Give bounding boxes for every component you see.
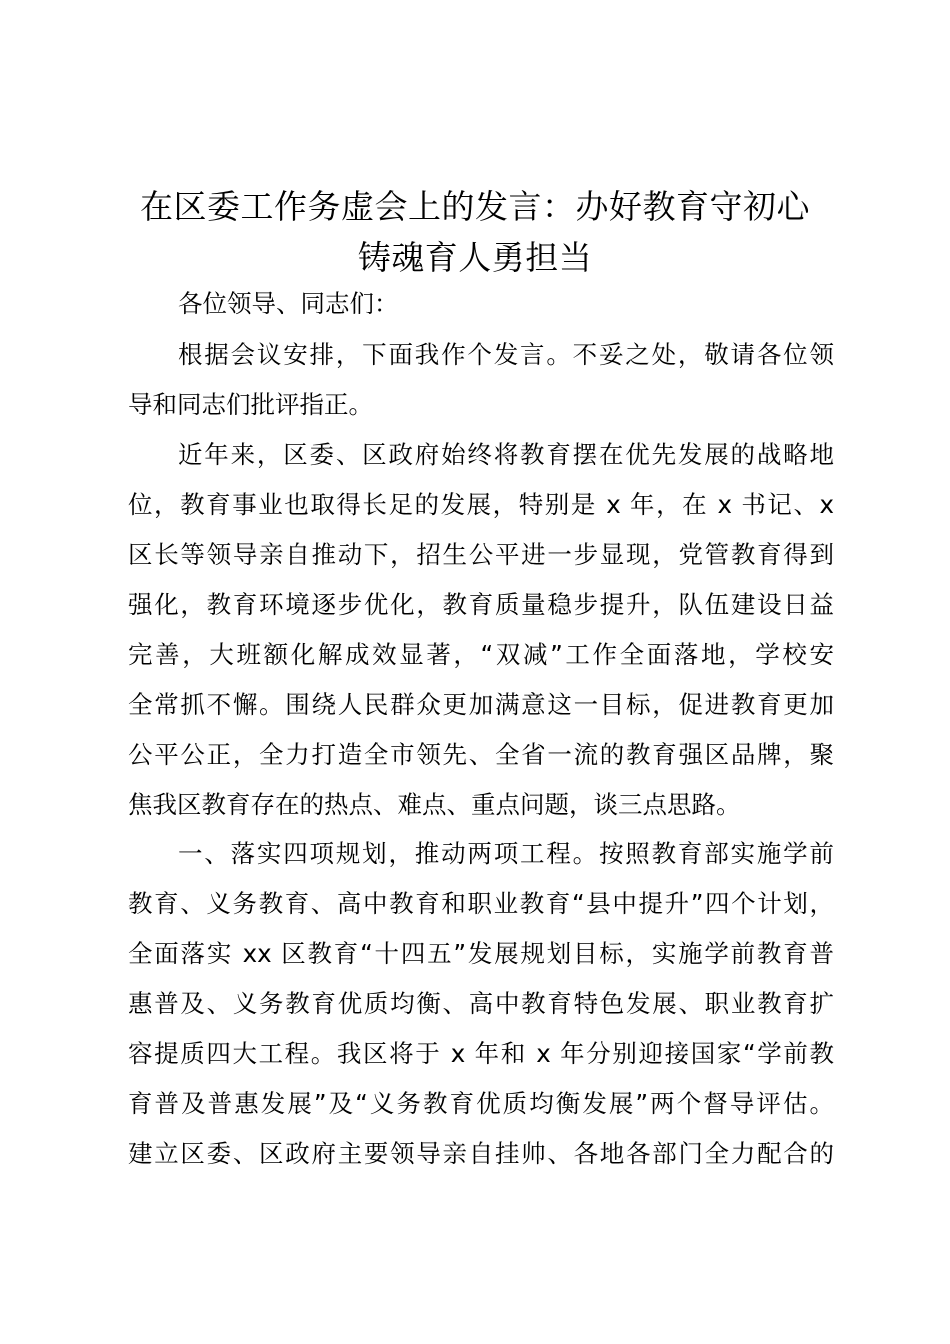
document-title-line-2: 铸魂育人勇担当 bbox=[357, 238, 593, 277]
paragraph-line: 位，教育事业也取得长足的发展，特别是 x 年，在 x 书记、x bbox=[128, 490, 834, 519]
paragraph-line: 育普及普惠发展”及“义务教育优质均衡发展”两个督导评估。 bbox=[128, 1089, 834, 1118]
paragraph-line: 导和同志们批评指正。 bbox=[128, 390, 373, 419]
paragraph-line: 区长等领导亲自推动下，招生公平进一步显现，党管教育得到 bbox=[128, 540, 834, 569]
paragraph-line: 公平公正，全力打造全市领先、全省一流的教育强区品牌，聚 bbox=[128, 740, 834, 769]
paragraph-line: 强化，教育环境逐步优化，教育质量稳步提升，队伍建设日益 bbox=[128, 590, 834, 619]
paragraph-line: 近年来，区委、区政府始终将教育摆在优先发展的战略地 bbox=[178, 440, 834, 469]
paragraph-line: 完善，大班额化解成效显著，“双减”工作全面落地，学校安 bbox=[128, 640, 834, 669]
document-title-line-1: 在区委工作务虚会上的发言：办好教育守初心 bbox=[140, 187, 810, 226]
paragraph-line: 惠普及、义务教育优质均衡、高中教育特色发展、职业教育扩 bbox=[128, 989, 834, 1018]
paragraph-line: 教育、义务教育、高中教育和职业教育“县中提升”四个计划， bbox=[128, 889, 834, 918]
paragraph-line: 全常抓不懈。围绕人民群众更加满意这一目标，促进教育更加 bbox=[128, 690, 834, 719]
paragraph-line: 根据会议安排，下面我作个发言。不妥之处，敬请各位领 bbox=[178, 340, 834, 369]
paragraph-line: 容提质四大工程。我区将于 x 年和 x 年分别迎接国家“学前教 bbox=[128, 1039, 834, 1068]
paragraph-line: 全面落实 xx 区教育“十四五”发展规划目标，实施学前教育普 bbox=[128, 939, 834, 968]
paragraph-line: 建立区委、区政府主要领导亲自挂帅、各地各部门全力配合的 bbox=[128, 1139, 834, 1168]
paragraph-line: 一、落实四项规划，推动两项工程。按照教育部实施学前 bbox=[178, 839, 834, 868]
paragraph-line: 焦我区教育存在的热点、难点、重点问题，谈三点思路。 bbox=[128, 790, 741, 819]
greeting: 各位领导、同志们： bbox=[178, 289, 399, 318]
